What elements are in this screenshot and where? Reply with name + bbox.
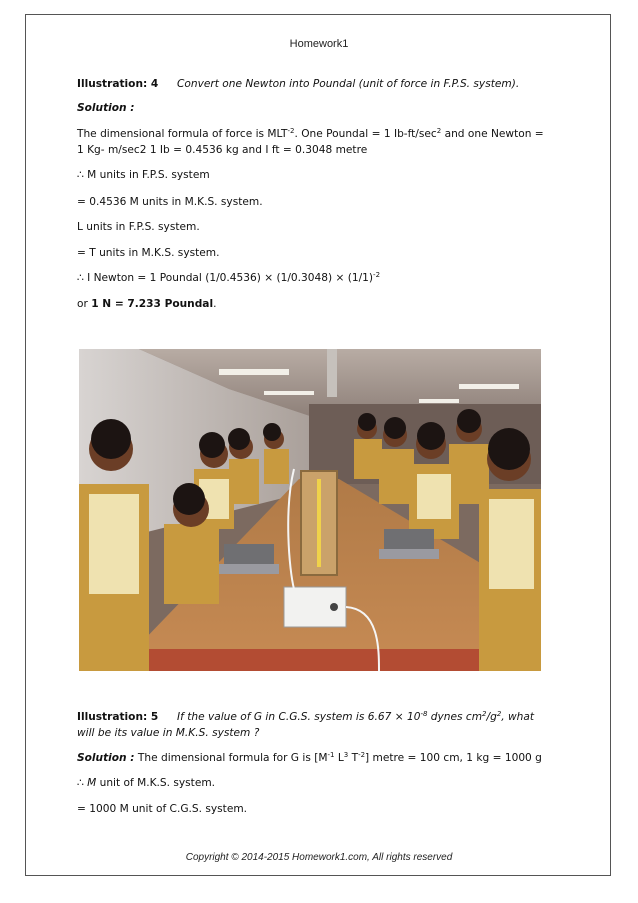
text-run: The dimensional formula of force is MLT [77,128,288,140]
superscript: 2 [496,710,502,718]
page-footer-copyright: Copyright © 2014-2015 Homework1.com, All rights reserved [185,852,453,863]
text-run: ∴ I Newton = 1 Poundal (1/0.4536) × (1/0.3048) × (1/1) [77,272,374,284]
superscript: -2 [287,127,295,135]
m-units-mks: = 0.4536 M units in M.K.S. system. [77,196,263,208]
illustration-5-question [177,711,534,723]
text-run: If the value of G in C.G.S. system is 6.67 × 10 [177,711,421,723]
newton-conversion [77,271,557,286]
text-run: The dimensional formula for G is [M [134,752,328,764]
therefore-symbol: ∴ [77,777,88,789]
text-run: or [77,298,92,310]
force-formula-line-1 [77,127,557,142]
m-unit-cgs: = 1000 M unit of C.G.S. system. [77,803,248,815]
text-run: ] metre = 100 cm, 1 kg = 1000 g [365,752,542,764]
superscript: -1 [327,751,335,759]
lab-photo [79,349,541,671]
text-run: dynes cm [427,711,483,723]
m-unit-mks [77,776,557,791]
text-run: T [348,752,359,764]
text-run: , what [501,711,535,723]
illustration-5-heading [77,710,557,725]
illustration-5-label: Illustration: 5 [77,711,159,723]
text-run: unit of M.K.S. system. [96,777,216,789]
superscript: 3 [343,751,349,759]
l-units-fps: L units in F.P.S. system. [77,221,200,233]
illustration-4-question: Convert one Newton into Poundal (unit of force in F.P.S. system). [177,78,520,90]
page-header: Homework1 [289,38,349,50]
solution-label: Solution : [77,752,135,764]
text-run: M [87,777,97,789]
m-units-fps: ∴ M units in F.P.S. system [77,169,210,181]
text-run: /g [486,711,497,723]
newton-result [77,297,557,312]
force-formula-line-2: 1 Kg- m/sec2 1 Ib = 0.4536 kg and I ft = 0.3048 metre [77,144,368,156]
superscript: -2 [373,271,381,279]
result-bold: 1 N = 7.233 Poundal [91,298,214,310]
superscript: 2 [436,127,442,135]
text-run: and one Newton = [441,128,544,140]
illustration-4-label: Illustration: 4 [77,78,159,90]
illustration-4-solution-label: Solution : [77,102,135,114]
text-run: . [213,298,217,310]
text-run: . One Poundal = 1 Ib-ft/sec [294,128,437,140]
illustration-5-question-line-2: will be its value in M.K.S. system ? [77,727,260,739]
superscript: -2 [358,751,366,759]
illustration-4-heading [77,77,557,92]
text-run: L [334,752,344,764]
superscript: 2 [482,710,487,718]
illustration-5-solution [77,751,557,766]
t-units-mks: = T units in M.K.S. system. [77,247,220,259]
superscript: -8 [420,710,428,718]
